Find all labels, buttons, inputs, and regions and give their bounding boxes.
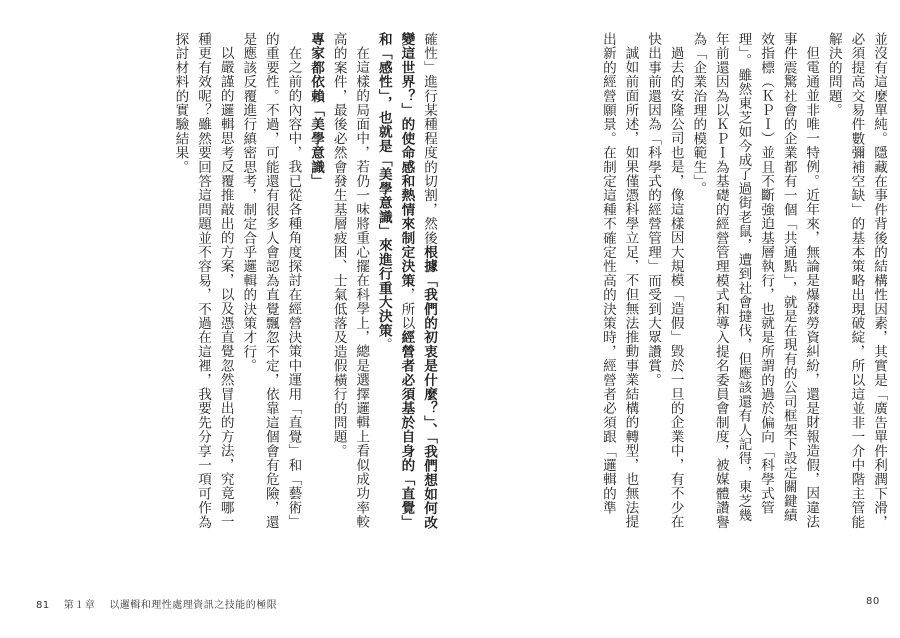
paragraph-text: ，所以 bbox=[398, 287, 415, 331]
left-page-paragraph bbox=[327, 32, 372, 530]
left-page-section-heading bbox=[304, 32, 327, 530]
right-page-paragraph bbox=[687, 32, 823, 530]
paragraph-text: 誠如前面所述，如果僅憑科學立足，不但無法推動事業結構的轉型，也無法提出新的經營願景。在制定這種不確定性高的決策時，經營者必須跟「邏輯的準 bbox=[599, 32, 639, 529]
paragraph-text: 過去的安隆公司也是，像這樣因大規模「造假」毀於一旦的企業中，有不少在快出事前還因為「科學式的經營管理」而受到大眾讚賞。 bbox=[645, 32, 684, 529]
left-page-paragraph bbox=[372, 32, 440, 530]
paragraph-text: 專家都依賴「美學意識」 bbox=[308, 32, 325, 189]
right-page-number: 80 bbox=[866, 596, 880, 607]
left-page-body bbox=[40, 32, 440, 530]
paragraph-text: 在這樣的局面中，若仍一味將重心擺在科學上，總是選擇邏輯上看似成功率較高的案件，最後必然會發生基層疲困、士氣低落及造假橫行的問題。 bbox=[330, 32, 370, 529]
left-page-footer bbox=[36, 596, 277, 611]
left-page-number: 81 bbox=[36, 600, 50, 611]
right-page-paragraph bbox=[641, 32, 686, 530]
left-page-paragraph bbox=[169, 32, 237, 530]
paragraph-text: 以嚴謹的邏輯思考反覆推敲出的方案，以及憑直覺忽然冒出的方法，究竟哪一種更有效呢？雖然要回答這問題並不容易，不過在這裡，我要先分享一項可作為探討材料的實驗結果。 bbox=[172, 32, 234, 529]
chapter-label: 第１章 bbox=[63, 600, 96, 611]
paragraph-text: 。 bbox=[375, 337, 392, 352]
paragraph-text: 在之前的內容中，我已從各種角度探討在經營決策中運用「直覺」和「藝術」的重要性。不過，可能還有很多人會認為直覺飄忽不定，依靠這個會有危險，還是應該反覆進行縝密思考，制定合乎邏輯的決策才行。 bbox=[240, 32, 302, 529]
left-page-paragraph bbox=[237, 32, 305, 530]
right-page-paragraph bbox=[596, 32, 641, 530]
right-page-paragraph bbox=[822, 32, 890, 530]
right-page-body bbox=[490, 32, 890, 530]
paragraph-text: 但電通並非唯一特例。近年來，無論是爆發勞資糾紛，還是財報造假，因違法事件震驚社會的企業都有一個「共通點」，就是在現有的公司框架下設定關鍵績效指標（ＫＰＩ）並且不斷強迫基層執行，也就是所謂的過於偏向「科學式管理」。雖然東芝如今成了過街老鼠，遭到社會撻伐，但應該還有人記得，東芝幾年前還因為以ＫＰＩ為基礎的經營管理模式和導入提名委員會制度，被媒體讚譽為「企業治理的模範生」。 bbox=[690, 32, 820, 529]
chapter-title: 以邏輯和理性處理資訊之技能的極限 bbox=[109, 600, 278, 611]
right-page bbox=[450, 0, 900, 638]
emphasized-text: 經營者必須基於自身的「直覺」和「感性」，也就是「美學意識」來進行重大決策 bbox=[375, 32, 415, 530]
paragraph-text: 並沒有這麼單純。隱藏在事件背後的結構性因素，其實是「廣告單件利潤下滑，必須提高交易件數彌補空缺」的基本策略出現破綻，所以這並非一介中階主管能解決的問題。 bbox=[825, 32, 887, 529]
emphasized-text: 根據「我們的初衷是什麼？」、「我們想如何改變這世界？」的使命感和熱情來制定決策 bbox=[398, 32, 437, 530]
paragraph-text: 確性」進行某種程度的切割，然後 bbox=[421, 32, 437, 245]
